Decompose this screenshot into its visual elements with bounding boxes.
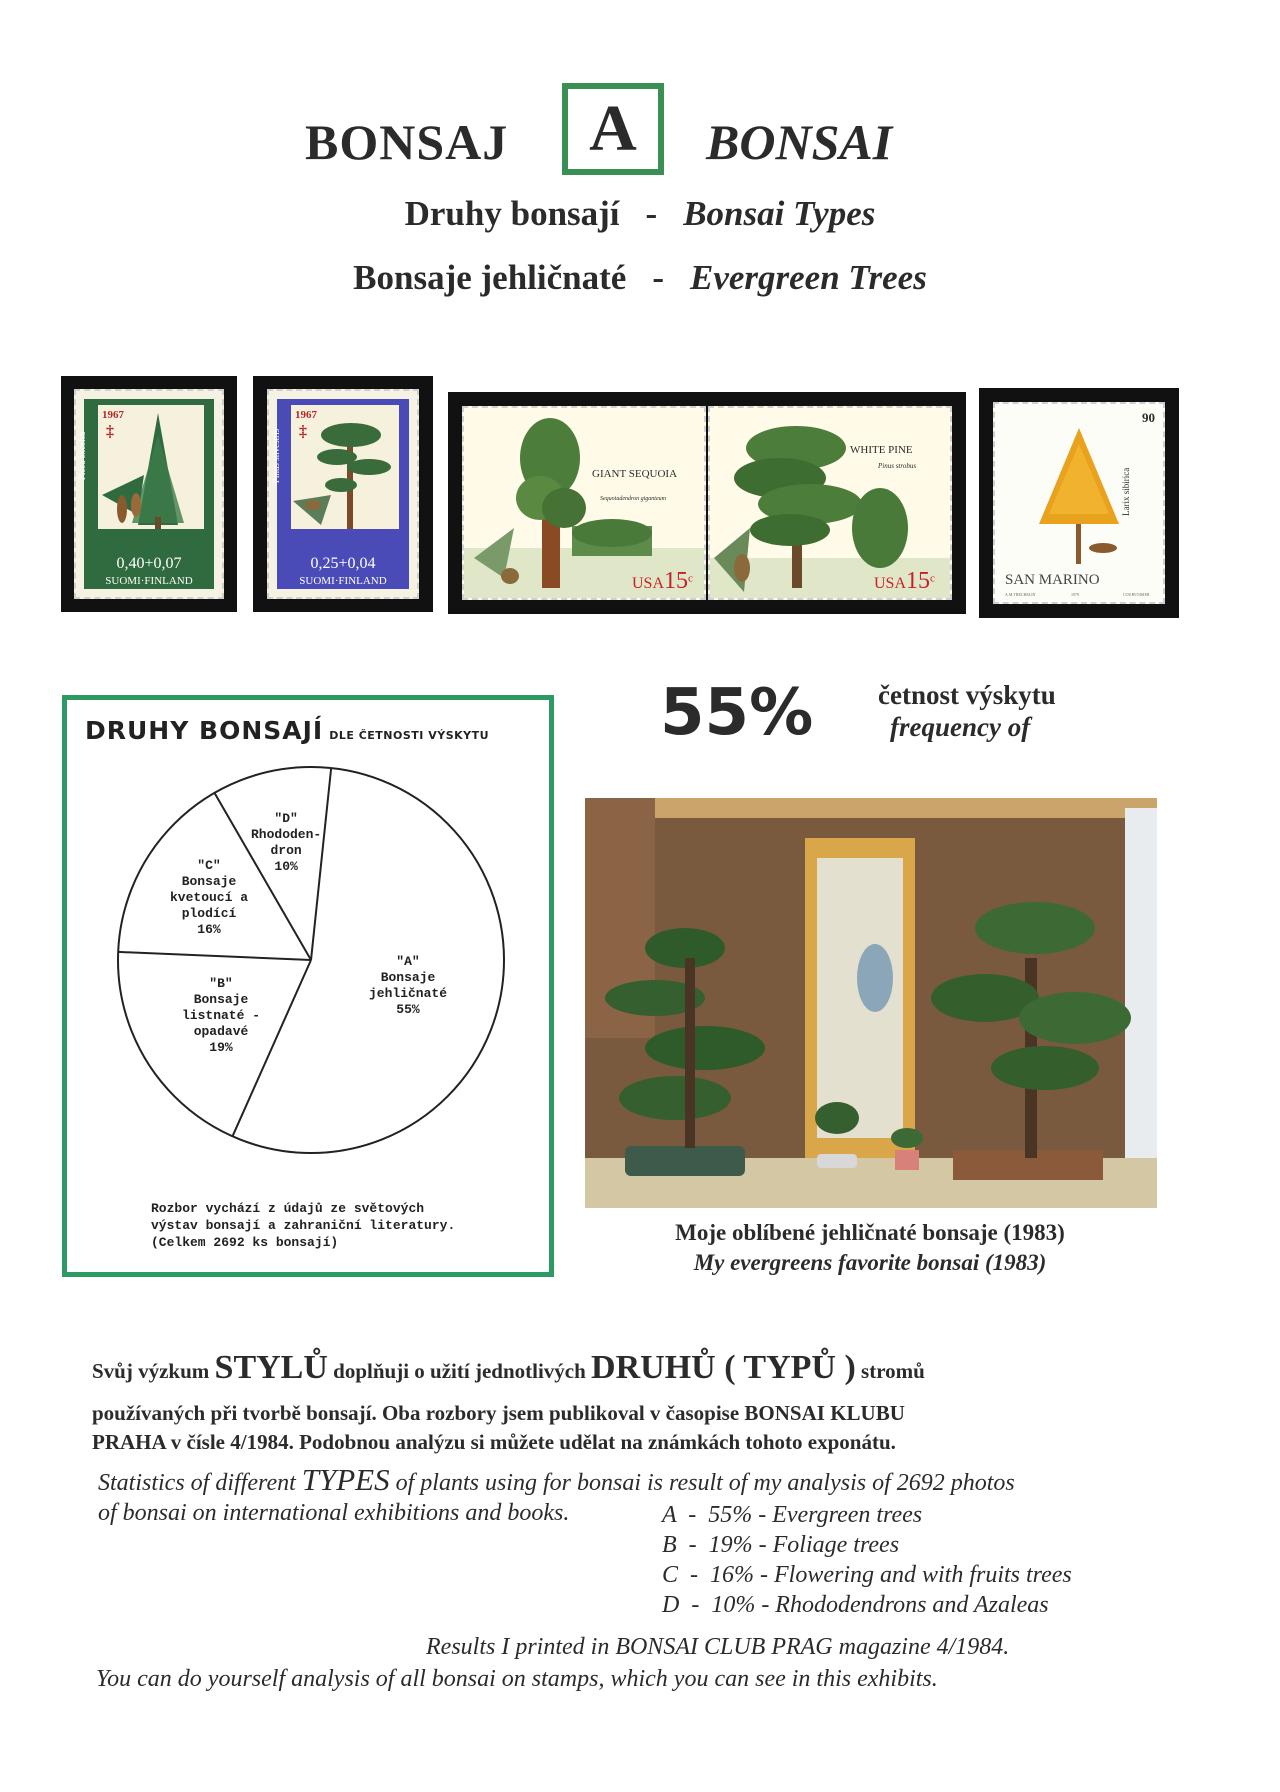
body-text: of plants using for bonsai is result of my analysis of 2692 photos <box>395 1470 1015 1496</box>
body-text: Svůj výzkum <box>92 1359 210 1383</box>
bonsai-photo-illustration <box>585 798 1157 1208</box>
body-text: Statistics of different <box>98 1470 296 1496</box>
stamp-value: 0,25+0,04 <box>310 555 376 572</box>
stamp-finland-pine <box>267 389 419 599</box>
chart-note: Rozbor vychází z údajů ze světových výstav bonsají a zahraniční literatury. (Celkem 2692 ks bonsají) <box>151 1201 456 1250</box>
stamp-mount-usa-pair <box>448 392 966 614</box>
body-text: doplňuji o užití jednotlivých <box>333 1359 586 1383</box>
letter-badge <box>562 83 664 175</box>
red-cross-icon: ‡ <box>299 423 307 440</box>
title-left: BONSAJ <box>305 114 509 170</box>
pie-slice-label: "B" Bonsaje listnaté - opadavé 19% <box>182 976 261 1055</box>
pie-slice-label: "D" Rhododen- dron 10% <box>251 811 322 874</box>
stamp-country <box>632 568 693 595</box>
stamp-white-pine <box>708 406 952 600</box>
stamp-year: 1967 <box>102 409 124 421</box>
subtitle-types-en: Bonsai Types <box>683 194 876 233</box>
stamp-value: 90 <box>1142 410 1155 425</box>
bonsai-photo <box>585 798 1157 1208</box>
stamp-value: 0,40+0,07 <box>116 555 182 572</box>
chart-title-text: DRUHY BONSAJÍ <box>85 716 324 745</box>
stamp-picture <box>291 405 399 529</box>
letter-badge-text: A <box>589 92 637 165</box>
pie-chart-card <box>62 695 554 1277</box>
stamp-species: Pinus silvestris <box>271 428 282 484</box>
stamp-title: GIANT SEQUOIA <box>592 468 678 480</box>
stamp-country: SUOMI·FINLAND <box>299 575 387 587</box>
body-emphasis: STYLŮ <box>214 1349 328 1386</box>
larch-tree-illustration <box>1029 424 1129 564</box>
body-en-line1 <box>98 1462 1218 1498</box>
stamp-mount-san-marino <box>979 388 1179 618</box>
highlight-label-en: frequency of <box>890 712 1031 742</box>
stamp-latin: Larix sibirica <box>1121 467 1131 516</box>
stats-item: A - 55% - Evergreen trees <box>662 1502 923 1528</box>
body-cz-line1 <box>92 1349 1212 1386</box>
highlight-percent: 55% <box>660 676 814 750</box>
stamp-year: 1967 <box>295 409 317 421</box>
stats-item: C - 16% - Flowering and with fruits trees <box>662 1562 1072 1588</box>
stamp-value: 15 <box>906 568 931 594</box>
title-right: BONSAI <box>706 114 893 170</box>
stamp-country-text: USA <box>632 575 665 592</box>
chart-subtitle: DLE ČETNOSTI VÝSKYTU <box>329 729 490 742</box>
stamp-title: WHITE PINE <box>850 444 913 456</box>
subtitle-separator: - <box>645 194 658 233</box>
stamp-latin: Pinus strobus <box>878 462 917 470</box>
red-cross-icon: ‡ <box>106 423 114 440</box>
subtitle-types <box>0 194 1280 234</box>
results-note: Results I printed in BONSAI CLUB PRAG magazine 4/1984. <box>426 1634 1010 1660</box>
pie-slice-label: "C" Bonsaje kvetoucí a plodící 16% <box>170 858 249 937</box>
stamp-mount-finland-spruce <box>61 376 237 612</box>
stamp-country <box>874 568 935 595</box>
subtitle-separator: - <box>652 258 664 297</box>
stamp-country-text: USA <box>874 575 907 592</box>
body-cz-line2: používaných při tvorbě bonsají. Oba rozbory jsem publikoval v časopise BONSAI KLUBU <box>92 1401 905 1425</box>
stamp-value: 15 <box>664 568 689 594</box>
title-row <box>0 78 1280 178</box>
stamp-giant-sequoia <box>462 406 706 600</box>
pie-chart <box>67 700 549 1272</box>
photo-caption-en: My evergreens favorite bonsai (1983) <box>693 1250 1047 1275</box>
subtitle-types-cz: Druhy bonsají <box>404 194 620 233</box>
stats-item: D - 10% - Rhododendrons and Azaleas <box>662 1592 1049 1618</box>
closing-note: You can do yourself analysis of all bonsai on stamps, which you can see in this exhibits. <box>96 1666 938 1692</box>
body-en-line2: of bonsai on international exhibitions and books. <box>98 1500 570 1526</box>
stamp-printer: COURVOISIER <box>1123 592 1150 597</box>
subtitle-evergreen-cz: Bonsaje jehličnaté <box>353 258 627 297</box>
body-cz-line3: PRAHA v čísle 4/1984. Podobnou analýzu si můžete udělat na známkách tohoto exponátu. <box>92 1430 896 1454</box>
pie-slice-label: "A" Bonsaje jehličnaté 55% <box>369 954 448 1017</box>
stamp-country: SUOMI·FINLAND <box>105 575 193 587</box>
stamp-mount-finland-pine <box>253 376 433 612</box>
body-text: stromů <box>861 1359 925 1383</box>
stamp-unit: c <box>688 572 693 585</box>
highlight-label-cz: četnost výskytu <box>878 680 1056 710</box>
body-emphasis: TYPES <box>301 1462 390 1497</box>
stamp-unit: c <box>930 572 935 585</box>
stamp-species: Picea excelsa <box>77 431 88 481</box>
photo-caption-cz: Moje oblíbené jehličnaté bonsaje (1983) <box>675 1220 1065 1245</box>
stamp-latin: Sequoiadendron giganteum <box>600 496 666 502</box>
subtitle-evergreen <box>0 258 1280 298</box>
pine-tree-illustration <box>291 405 399 529</box>
subtitle-evergreen-en: Evergreen Trees <box>689 258 927 297</box>
stamp-finland-spruce <box>74 389 224 599</box>
stats-list <box>662 1500 1072 1620</box>
stamp-country: SAN MARINO <box>1005 572 1100 588</box>
stats-item: B - 19% - Foliage trees <box>662 1532 900 1558</box>
stamp-san-marino-larch <box>993 402 1165 604</box>
stamp-year: 1979 <box>1071 592 1079 597</box>
stamp-designer: A.M.TRECHSLIN <box>1005 592 1036 597</box>
body-emphasis: DRUHŮ ( TYPŮ ) <box>591 1349 856 1386</box>
pie-slice-divider <box>118 952 311 960</box>
